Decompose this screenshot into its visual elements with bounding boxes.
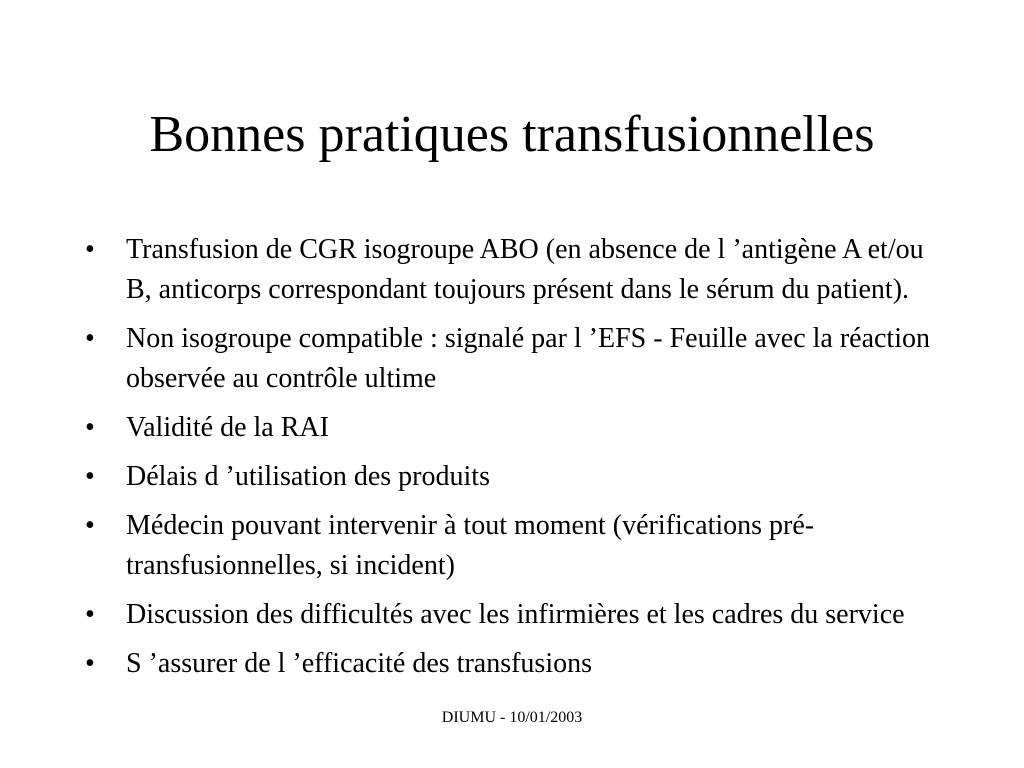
bullet-text: Non isogroupe compatible : signalé par l ’EFS - Feuille avec la réaction observée au contrôle ultime <box>126 323 930 394</box>
bullet-text: Médecin pouvant intervenir à tout moment (vérifications pré-transfusionnelles, si incident) <box>126 510 815 581</box>
bullet-item <box>85 408 945 448</box>
bullet-item <box>85 319 945 399</box>
bullet-text: Transfusion de CGR isogroupe ABO (en absence de l ’antigène A et/ou B, anticorps correspondant toujours présent dans le sérum du patient). <box>126 234 924 305</box>
bullet-text: Validité de la RAI <box>126 412 329 443</box>
bullet-text: S ’assurer de l ’efficacité des transfusions <box>126 648 592 679</box>
bullet-item <box>85 230 945 310</box>
bullet-icon: • <box>85 412 95 443</box>
bullet-icon: • <box>85 323 95 354</box>
bullet-icon: • <box>85 648 95 679</box>
bullet-icon: • <box>85 510 95 541</box>
bullet-item <box>85 457 945 497</box>
bullet-icon: • <box>85 599 95 630</box>
bullet-text: Délais d ’utilisation des produits <box>126 461 490 492</box>
bullet-item <box>85 595 945 635</box>
bullet-item <box>85 506 945 586</box>
bullet-icon: • <box>85 234 95 265</box>
bullet-item <box>85 644 945 684</box>
slide-footer: DIUMU - 10/01/2003 <box>0 708 1024 728</box>
bullet-list <box>85 230 945 693</box>
slide-title: Bonnes pratiques transfusionnelles <box>149 106 875 163</box>
bullet-icon: • <box>85 461 95 492</box>
bullet-text: Discussion des difficultés avec les infirmières et les cadres du service <box>126 599 905 630</box>
